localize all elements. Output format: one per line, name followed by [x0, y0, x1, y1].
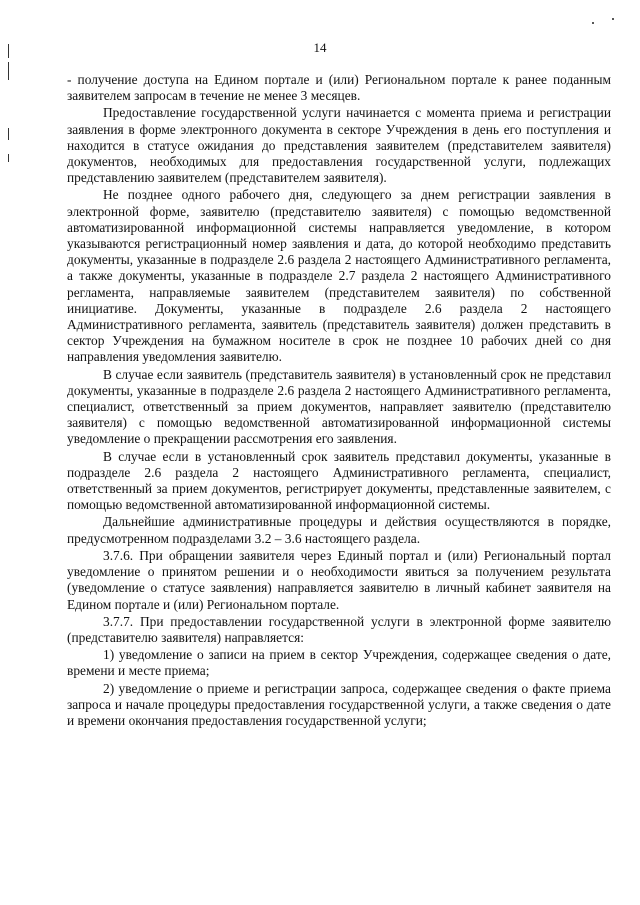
- paragraph-registration: В случае если в установленный срок заявитель представил документы, указанные в подразделе 2.6 раздела 2 настоящего Административного регламента, специалист, ответственный за прием документов, регистрирует документы, представленные заявителем, с помощью ведомственной автоматизированной информационной системы.: [67, 448, 611, 513]
- list-item-1: 1) уведомление о записи на прием в сектор Учреждения, содержащее сведения о дате, времени и месте приема;: [67, 647, 611, 679]
- scan-margin-mark: [8, 62, 9, 80]
- scan-speck: [612, 18, 614, 20]
- scan-speck: [592, 22, 594, 24]
- list-item-2: 2) уведомление о приеме и регистрации запроса, содержащее сведения о факте приема запроса и начале процедуры предоставления государственной услуги, а также сведения о дате и времени окончания предоставления государственной услуги;: [67, 680, 611, 728]
- paragraph-termination: В случае если заявитель (представитель заявителя) в установленный срок не представил документы, указанные в подразделе 2.6 раздела 2 настоящего Административного регламента, специалист, ответственный за прием документов, направляет заявителю (представителю заявителя) с помощью ведомственной автоматизированной информационной системы уведомление о прекращении рассмотрения его заявления.: [67, 366, 611, 447]
- scan-margin-mark: [8, 128, 9, 140]
- paragraph-3-7-6: 3.7.6. При обращении заявителя через Единый портал и (или) Региональный портал уведомление о принятом решении и о необходимости явиться за получением результата (уведомление о статусе заявления) направляется заявителю в личный кабинет заявителя на Едином портале и (или) Региональном портале.: [67, 547, 611, 612]
- paragraph-3-7-7: 3.7.7. При предоставлении государственной услуги в электронной форме заявителю (представителю заявителя) направляется:: [67, 613, 611, 645]
- scan-margin-mark: [8, 154, 9, 162]
- page-number: 14: [313, 40, 327, 55]
- paragraph-service-start: Предоставление государственной услуги начинается с момента приема и регистрации заявления в форме электронного документа в секторе Учреждения в день его поступления и находится в статусе ожидания до представления заявителем (представителем заявителя) документов, необходимых для предоставления государственной услуги, подлежащих представлению заявителем (представителем заявителя).: [67, 105, 611, 186]
- paragraph-access: - получение доступа на Едином портале и (или) Региональном портале к ранее поданным заявителем запросам в течение не менее 3 месяцев.: [67, 72, 611, 104]
- document-body: [67, 72, 611, 729]
- paragraph-further-procedures: Дальнейшие административные процедуры и действия осуществляются в порядке, предусмотренном подразделами 3.2 – 3.6 настоящего раздела.: [67, 514, 611, 546]
- paragraph-notification: Не позднее одного рабочего дня, следующего за днем регистрации заявления в электронной форме, заявителю (представителю заявителя) с помощью ведомственной автоматизированной информационной системы направляется уведомление, в котором указываются регистрационный номер заявления и дата, до которой необходимо представить документы, указанные в подразделе 2.6 раздела 2 настоящего Административного регламента, а также документы, указанные в подразделе 2.7 раздела 2 настоящего Административного регламента, направляемые заявителем (представителем заявителя) по собственной инициативе. Документы, указанные в подразделе 2.6 раздела 2 настоящего Административного регламента, заявитель (представитель заявителя) должен представить в сектор Учреждения на бумажном носителе в срок не позднее 10 рабочих дней со дня направления уведомления заявителю.: [67, 187, 611, 365]
